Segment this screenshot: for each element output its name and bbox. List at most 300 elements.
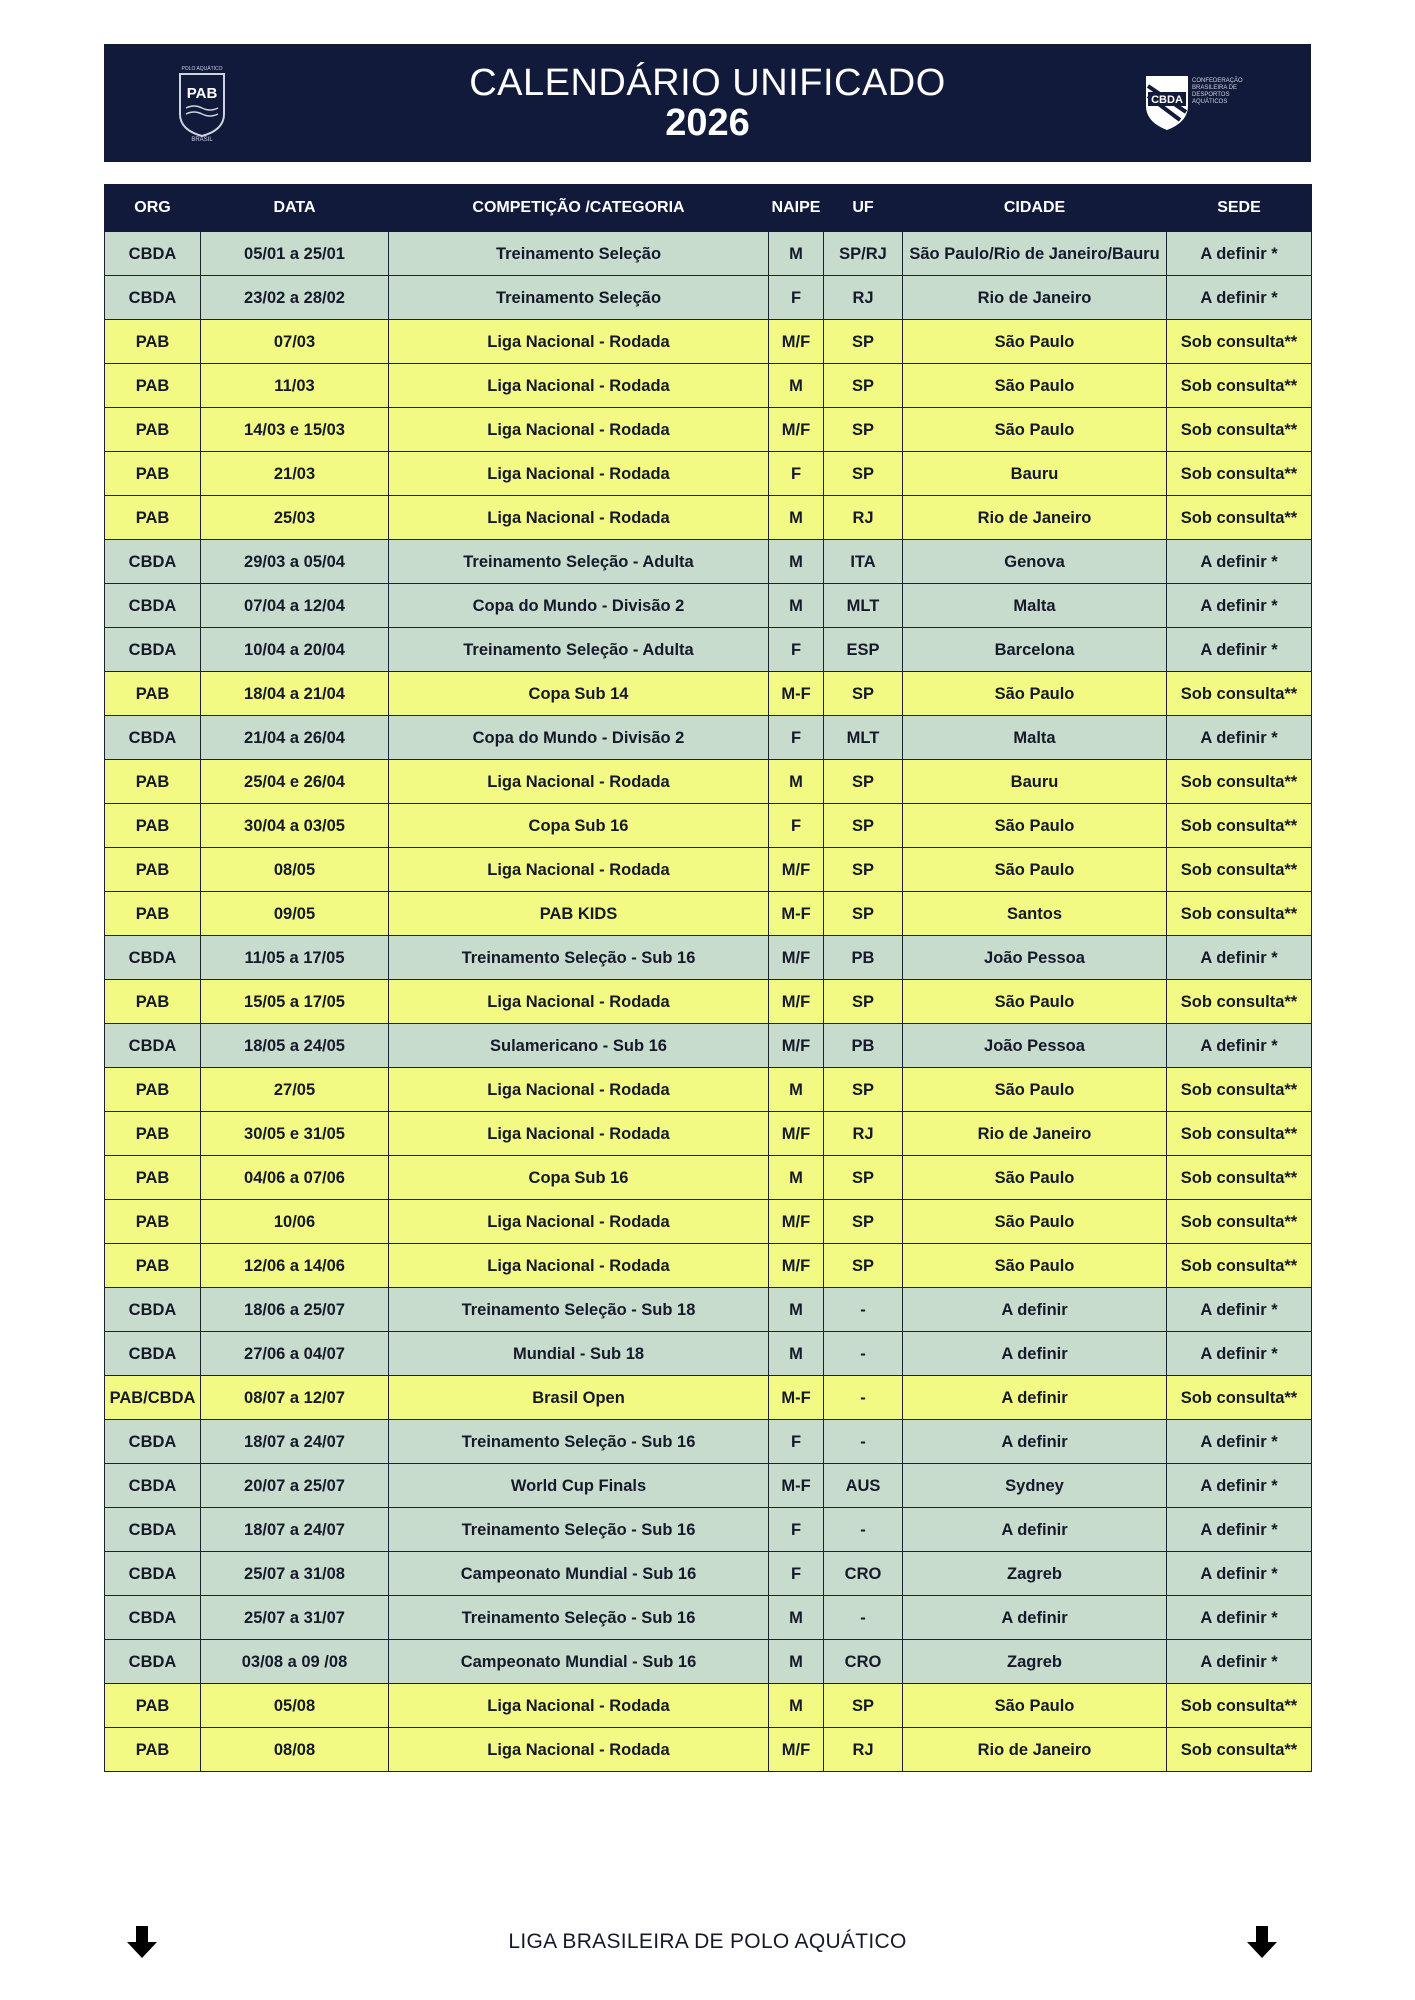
table-row [105, 1288, 1312, 1332]
cell-cidade: Bauru [903, 452, 1167, 496]
cell-data: 12/06 a 14/06 [201, 1244, 389, 1288]
cell-uf: SP/RJ [824, 232, 903, 276]
cell-naipe: M/F [769, 1024, 824, 1068]
cell-org: PAB [105, 320, 201, 364]
cell-comp: Treinamento Seleção - Sub 18 [389, 1288, 769, 1332]
cell-data: 04/06 a 07/06 [201, 1156, 389, 1200]
cell-uf: AUS [824, 1464, 903, 1508]
cell-org: CBDA [105, 1464, 201, 1508]
column-header-org: ORG [105, 185, 201, 232]
cell-comp: Copa Sub 14 [389, 672, 769, 716]
cell-sede: A definir * [1167, 1640, 1312, 1684]
cell-naipe: M [769, 1684, 824, 1728]
cell-sede: A definir * [1167, 716, 1312, 760]
cell-cidade: Bauru [903, 760, 1167, 804]
cell-org: PAB [105, 408, 201, 452]
cell-sede: A definir * [1167, 1464, 1312, 1508]
cell-org: PAB/CBDA [105, 1376, 201, 1420]
cell-data: 11/05 a 17/05 [201, 936, 389, 980]
cell-cidade: A definir [903, 1420, 1167, 1464]
table-row [105, 1156, 1312, 1200]
cell-org: CBDA [105, 232, 201, 276]
column-header-naipe: NAIPE [769, 185, 824, 232]
cell-sede: A definir * [1167, 584, 1312, 628]
cell-comp: Liga Nacional - Rodada [389, 1112, 769, 1156]
cell-cidade: São Paulo [903, 1244, 1167, 1288]
table-row [105, 496, 1312, 540]
cell-cidade: São Paulo [903, 1156, 1167, 1200]
cell-naipe: M [769, 1640, 824, 1684]
table-row [105, 804, 1312, 848]
cell-naipe: F [769, 1508, 824, 1552]
cell-org: PAB [105, 1684, 201, 1728]
cell-naipe: M [769, 232, 824, 276]
calendar-body [105, 232, 1312, 1772]
cell-org: CBDA [105, 540, 201, 584]
table-row [105, 1200, 1312, 1244]
cell-comp: Treinamento Seleção - Sub 16 [389, 1420, 769, 1464]
cell-naipe: M [769, 1156, 824, 1200]
cell-sede: Sob consulta** [1167, 1068, 1312, 1112]
cell-comp: Treinamento Seleção - Sub 16 [389, 936, 769, 980]
cell-cidade: Rio de Janeiro [903, 276, 1167, 320]
cell-comp: Liga Nacional - Rodada [389, 364, 769, 408]
cell-data: 18/07 a 24/07 [201, 1508, 389, 1552]
cell-comp: Sulamericano - Sub 16 [389, 1024, 769, 1068]
cell-naipe: M [769, 1332, 824, 1376]
cell-data: 21/04 a 26/04 [201, 716, 389, 760]
cell-sede: A definir * [1167, 936, 1312, 980]
cell-org: CBDA [105, 1596, 201, 1640]
cell-sede: Sob consulta** [1167, 1112, 1312, 1156]
table-row [105, 1728, 1312, 1772]
cell-comp: Copa do Mundo - Divisão 2 [389, 584, 769, 628]
cell-data: 05/08 [201, 1684, 389, 1728]
cell-naipe: M [769, 1068, 824, 1112]
pab-logo-text: PAB [186, 85, 218, 102]
cell-naipe: M/F [769, 408, 824, 452]
table-row [105, 452, 1312, 496]
cell-naipe: M/F [769, 1200, 824, 1244]
cell-data: 18/05 a 24/05 [201, 1024, 389, 1068]
cell-cidade: Rio de Janeiro [903, 1112, 1167, 1156]
cell-cidade: São Paulo [903, 804, 1167, 848]
cell-cidade: São Paulo [903, 408, 1167, 452]
cell-org: PAB [105, 804, 201, 848]
cell-cidade: Genova [903, 540, 1167, 584]
footer-text: LIGA BRASILEIRA DE POLO AQUÁTICO [508, 1930, 907, 1953]
cbda-logo-caption: CONFEDERAÇÃO BRASILEIRA DE DESPORTOS AQUÁTICOS [1192, 78, 1243, 105]
cell-comp: Treinamento Seleção - Adulta [389, 628, 769, 672]
cell-uf: SP [824, 804, 903, 848]
cell-comp: Treinamento Seleção [389, 232, 769, 276]
cell-naipe: M-F [769, 892, 824, 936]
table-row [105, 1420, 1312, 1464]
header-banner [104, 44, 1311, 162]
column-header-data: DATA [201, 185, 389, 232]
cell-org: PAB [105, 980, 201, 1024]
cell-uf: RJ [824, 276, 903, 320]
cell-naipe: F [769, 1420, 824, 1464]
cell-org: CBDA [105, 1640, 201, 1684]
cell-cidade: Sydney [903, 1464, 1167, 1508]
cell-org: PAB [105, 1156, 201, 1200]
cell-uf: MLT [824, 584, 903, 628]
cell-sede: Sob consulta** [1167, 408, 1312, 452]
cbda-shield-icon [1144, 72, 1190, 132]
cell-org: PAB [105, 1112, 201, 1156]
page-year: 2026 [665, 102, 750, 144]
cell-sede: Sob consulta** [1167, 1200, 1312, 1244]
table-row [105, 1596, 1312, 1640]
column-header-sede: SEDE [1167, 185, 1312, 232]
table-row [105, 540, 1312, 584]
cell-naipe: M/F [769, 936, 824, 980]
cell-uf: RJ [824, 496, 903, 540]
cell-uf: ITA [824, 540, 903, 584]
cell-uf: SP [824, 892, 903, 936]
cell-sede: Sob consulta** [1167, 1728, 1312, 1772]
cell-comp: Treinamento Seleção - Sub 16 [389, 1596, 769, 1640]
table-row [105, 364, 1312, 408]
cell-comp: Liga Nacional - Rodada [389, 452, 769, 496]
cell-naipe: M/F [769, 1728, 824, 1772]
cell-org: PAB [105, 848, 201, 892]
cell-sede: Sob consulta** [1167, 1376, 1312, 1420]
table-row [105, 892, 1312, 936]
cell-sede: Sob consulta** [1167, 1684, 1312, 1728]
cell-data: 20/07 a 25/07 [201, 1464, 389, 1508]
table-row [105, 760, 1312, 804]
cell-uf: - [824, 1288, 903, 1332]
table-row [105, 1508, 1312, 1552]
cbda-logo-text: CBDA [1151, 94, 1183, 106]
cell-data: 27/05 [201, 1068, 389, 1112]
table-row [105, 936, 1312, 980]
table-header-row [105, 185, 1312, 232]
cell-data: 08/07 a 12/07 [201, 1376, 389, 1420]
cell-sede: Sob consulta** [1167, 760, 1312, 804]
cell-data: 14/03 e 15/03 [201, 408, 389, 452]
cell-data: 07/03 [201, 320, 389, 364]
cell-cidade: São Paulo [903, 672, 1167, 716]
cell-comp: Campeonato Mundial - Sub 16 [389, 1552, 769, 1596]
cell-cidade: São Paulo [903, 980, 1167, 1024]
cell-uf: SP [824, 1684, 903, 1728]
cell-uf: CRO [824, 1552, 903, 1596]
cell-comp: Liga Nacional - Rodada [389, 980, 769, 1024]
cell-comp: Liga Nacional - Rodada [389, 760, 769, 804]
table-row [105, 628, 1312, 672]
cell-data: 18/06 a 25/07 [201, 1288, 389, 1332]
cell-cidade: Zagreb [903, 1640, 1167, 1684]
cell-cidade: A definir [903, 1288, 1167, 1332]
cell-uf: RJ [824, 1728, 903, 1772]
cell-uf: RJ [824, 1112, 903, 1156]
cell-sede: A definir * [1167, 628, 1312, 672]
cell-comp: Mundial - Sub 18 [389, 1332, 769, 1376]
calendar-table [104, 184, 1312, 1772]
cell-org: CBDA [105, 716, 201, 760]
table-row [105, 232, 1312, 276]
table-row [105, 584, 1312, 628]
cell-naipe: F [769, 1552, 824, 1596]
arrow-down-icon [1244, 1924, 1280, 1960]
cell-sede: A definir * [1167, 232, 1312, 276]
cell-cidade: Santos [903, 892, 1167, 936]
cell-naipe: M [769, 1288, 824, 1332]
pab-logo-bottom-text: BRASIL [191, 137, 213, 142]
cell-comp: Treinamento Seleção - Sub 16 [389, 1508, 769, 1552]
cell-naipe: M [769, 584, 824, 628]
cell-naipe: M [769, 760, 824, 804]
cell-uf: SP [824, 452, 903, 496]
table-row [105, 1552, 1312, 1596]
cell-cidade: Malta [903, 584, 1167, 628]
cell-uf: CRO [824, 1640, 903, 1684]
table-row [105, 408, 1312, 452]
cell-uf: MLT [824, 716, 903, 760]
cell-uf: SP [824, 980, 903, 1024]
cell-data: 21/03 [201, 452, 389, 496]
cell-cidade: João Pessoa [903, 936, 1167, 980]
cell-comp: Copa do Mundo - Divisão 2 [389, 716, 769, 760]
cell-sede: A definir * [1167, 1024, 1312, 1068]
table-row [105, 672, 1312, 716]
cell-data: 05/01 a 25/01 [201, 232, 389, 276]
cell-comp: Liga Nacional - Rodada [389, 320, 769, 364]
cell-sede: Sob consulta** [1167, 892, 1312, 936]
cell-naipe: F [769, 452, 824, 496]
table-row [105, 716, 1312, 760]
cell-cidade: São Paulo [903, 364, 1167, 408]
cell-sede: Sob consulta** [1167, 980, 1312, 1024]
column-header-cidade: CIDADE [903, 185, 1167, 232]
cell-cidade: São Paulo [903, 1068, 1167, 1112]
cell-sede: A definir * [1167, 1508, 1312, 1552]
cell-cidade: São Paulo [903, 1200, 1167, 1244]
cell-comp: Brasil Open [389, 1376, 769, 1420]
cell-uf: - [824, 1596, 903, 1640]
cell-comp: Copa Sub 16 [389, 1156, 769, 1200]
cell-data: 25/04 e 26/04 [201, 760, 389, 804]
cell-data: 25/07 a 31/08 [201, 1552, 389, 1596]
cell-data: 08/05 [201, 848, 389, 892]
cell-org: CBDA [105, 1508, 201, 1552]
cell-comp: Liga Nacional - Rodada [389, 1684, 769, 1728]
cell-naipe: M [769, 1596, 824, 1640]
table-row [105, 276, 1312, 320]
cell-comp: Copa Sub 16 [389, 804, 769, 848]
cell-org: PAB [105, 1244, 201, 1288]
cell-cidade: A definir [903, 1596, 1167, 1640]
cell-org: CBDA [105, 584, 201, 628]
cell-org: PAB [105, 672, 201, 716]
cell-naipe: F [769, 716, 824, 760]
cell-naipe: M/F [769, 1244, 824, 1288]
cell-sede: Sob consulta** [1167, 1156, 1312, 1200]
cell-data: 18/04 a 21/04 [201, 672, 389, 716]
cell-data: 03/08 a 09 /08 [201, 1640, 389, 1684]
cell-data: 29/03 a 05/04 [201, 540, 389, 584]
cell-cidade: Rio de Janeiro [903, 496, 1167, 540]
page-title: CALENDÁRIO UNIFICADO [469, 62, 946, 104]
cell-naipe: F [769, 628, 824, 672]
cell-sede: Sob consulta** [1167, 364, 1312, 408]
table-row [105, 1376, 1312, 1420]
table-row [105, 1112, 1312, 1156]
cell-cidade: A definir [903, 1376, 1167, 1420]
pab-logo-top-text: POLO AQUÁTICO [181, 66, 223, 72]
cell-sede: Sob consulta** [1167, 452, 1312, 496]
cell-naipe: M [769, 364, 824, 408]
cell-comp: Liga Nacional - Rodada [389, 1244, 769, 1288]
cell-org: CBDA [105, 628, 201, 672]
cell-comp: Liga Nacional - Rodada [389, 1200, 769, 1244]
cell-comp: Treinamento Seleção [389, 276, 769, 320]
cell-naipe: M/F [769, 980, 824, 1024]
cell-sede: A definir * [1167, 1596, 1312, 1640]
cell-cidade: São Paulo [903, 1684, 1167, 1728]
table-row [105, 1464, 1312, 1508]
cell-data: 09/05 [201, 892, 389, 936]
table-row [105, 320, 1312, 364]
cell-cidade: Barcelona [903, 628, 1167, 672]
cell-org: CBDA [105, 1024, 201, 1068]
table-row [105, 1024, 1312, 1068]
cell-cidade: São Paulo/Rio de Janeiro/Bauru [903, 232, 1167, 276]
cell-uf: SP [824, 1200, 903, 1244]
cell-cidade: São Paulo [903, 848, 1167, 892]
cell-naipe: M/F [769, 320, 824, 364]
cell-uf: SP [824, 672, 903, 716]
cell-comp: Campeonato Mundial - Sub 16 [389, 1640, 769, 1684]
cell-cidade: João Pessoa [903, 1024, 1167, 1068]
table-row [105, 980, 1312, 1024]
cell-org: CBDA [105, 1332, 201, 1376]
cell-data: 07/04 a 12/04 [201, 584, 389, 628]
cell-comp: PAB KIDS [389, 892, 769, 936]
table-row [105, 1684, 1312, 1728]
cell-org: PAB [105, 1200, 201, 1244]
cell-data: 23/02 a 28/02 [201, 276, 389, 320]
cell-sede: Sob consulta** [1167, 320, 1312, 364]
cell-uf: PB [824, 1024, 903, 1068]
cell-uf: SP [824, 848, 903, 892]
cell-comp: Treinamento Seleção - Adulta [389, 540, 769, 584]
cell-data: 25/07 a 31/07 [201, 1596, 389, 1640]
cell-data: 15/05 a 17/05 [201, 980, 389, 1024]
cell-uf: SP [824, 760, 903, 804]
cell-naipe: M [769, 496, 824, 540]
cell-uf: SP [824, 1244, 903, 1288]
cell-org: PAB [105, 760, 201, 804]
cell-cidade: A definir [903, 1332, 1167, 1376]
cell-cidade: Rio de Janeiro [903, 1728, 1167, 1772]
cell-org: PAB [105, 892, 201, 936]
cell-sede: A definir * [1167, 276, 1312, 320]
cell-data: 11/03 [201, 364, 389, 408]
cell-sede: A definir * [1167, 1288, 1312, 1332]
cell-org: PAB [105, 364, 201, 408]
cell-comp: Liga Nacional - Rodada [389, 496, 769, 540]
cell-uf: SP [824, 1068, 903, 1112]
cell-data: 08/08 [201, 1728, 389, 1772]
cell-uf: SP [824, 1156, 903, 1200]
cell-uf: SP [824, 408, 903, 452]
table-row [105, 1332, 1312, 1376]
cell-sede: A definir * [1167, 1332, 1312, 1376]
cell-org: CBDA [105, 936, 201, 980]
cell-data: 27/06 a 04/07 [201, 1332, 389, 1376]
cell-data: 25/03 [201, 496, 389, 540]
cell-sede: Sob consulta** [1167, 804, 1312, 848]
cell-uf: - [824, 1376, 903, 1420]
column-header-competicao: COMPETIÇÃO /CATEGORIA [389, 185, 769, 232]
cell-naipe: F [769, 276, 824, 320]
cell-data: 30/04 a 03/05 [201, 804, 389, 848]
cell-uf: - [824, 1508, 903, 1552]
cell-comp: Liga Nacional - Rodada [389, 848, 769, 892]
cell-uf: - [824, 1420, 903, 1464]
cell-uf: ESP [824, 628, 903, 672]
cell-comp: Liga Nacional - Rodada [389, 1728, 769, 1772]
cell-comp: Liga Nacional - Rodada [389, 408, 769, 452]
cell-sede: A definir * [1167, 1420, 1312, 1464]
cell-naipe: M [769, 540, 824, 584]
cell-naipe: M-F [769, 1464, 824, 1508]
cell-org: PAB [105, 1728, 201, 1772]
table-row [105, 1244, 1312, 1288]
cell-sede: A definir * [1167, 1552, 1312, 1596]
cell-sede: Sob consulta** [1167, 496, 1312, 540]
cell-comp: World Cup Finals [389, 1464, 769, 1508]
cell-org: CBDA [105, 1420, 201, 1464]
cbda-logo [1144, 72, 1254, 132]
cell-naipe: M-F [769, 672, 824, 716]
cell-sede: A definir * [1167, 540, 1312, 584]
column-header-uf: UF [824, 185, 903, 232]
cell-org: CBDA [105, 1552, 201, 1596]
cell-cidade: Zagreb [903, 1552, 1167, 1596]
cell-org: PAB [105, 452, 201, 496]
cell-org: CBDA [105, 276, 201, 320]
table-row [105, 1640, 1312, 1684]
cell-org: PAB [105, 496, 201, 540]
cell-naipe: M-F [769, 1376, 824, 1420]
cell-data: 30/05 e 31/05 [201, 1112, 389, 1156]
cell-naipe: M/F [769, 848, 824, 892]
cell-data: 10/06 [201, 1200, 389, 1244]
table-row [105, 848, 1312, 892]
cell-org: PAB [105, 1068, 201, 1112]
cell-uf: PB [824, 936, 903, 980]
cell-sede: Sob consulta** [1167, 848, 1312, 892]
cell-cidade: São Paulo [903, 320, 1167, 364]
cell-comp: Liga Nacional - Rodada [389, 1068, 769, 1112]
table-row [105, 1068, 1312, 1112]
cell-uf: - [824, 1332, 903, 1376]
cell-uf: SP [824, 364, 903, 408]
cell-data: 10/04 a 20/04 [201, 628, 389, 672]
cell-naipe: M/F [769, 1112, 824, 1156]
cell-cidade: A definir [903, 1508, 1167, 1552]
cell-naipe: F [769, 804, 824, 848]
cell-sede: Sob consulta** [1167, 672, 1312, 716]
cell-org: CBDA [105, 1288, 201, 1332]
cell-uf: SP [824, 320, 903, 364]
cell-data: 18/07 a 24/07 [201, 1420, 389, 1464]
